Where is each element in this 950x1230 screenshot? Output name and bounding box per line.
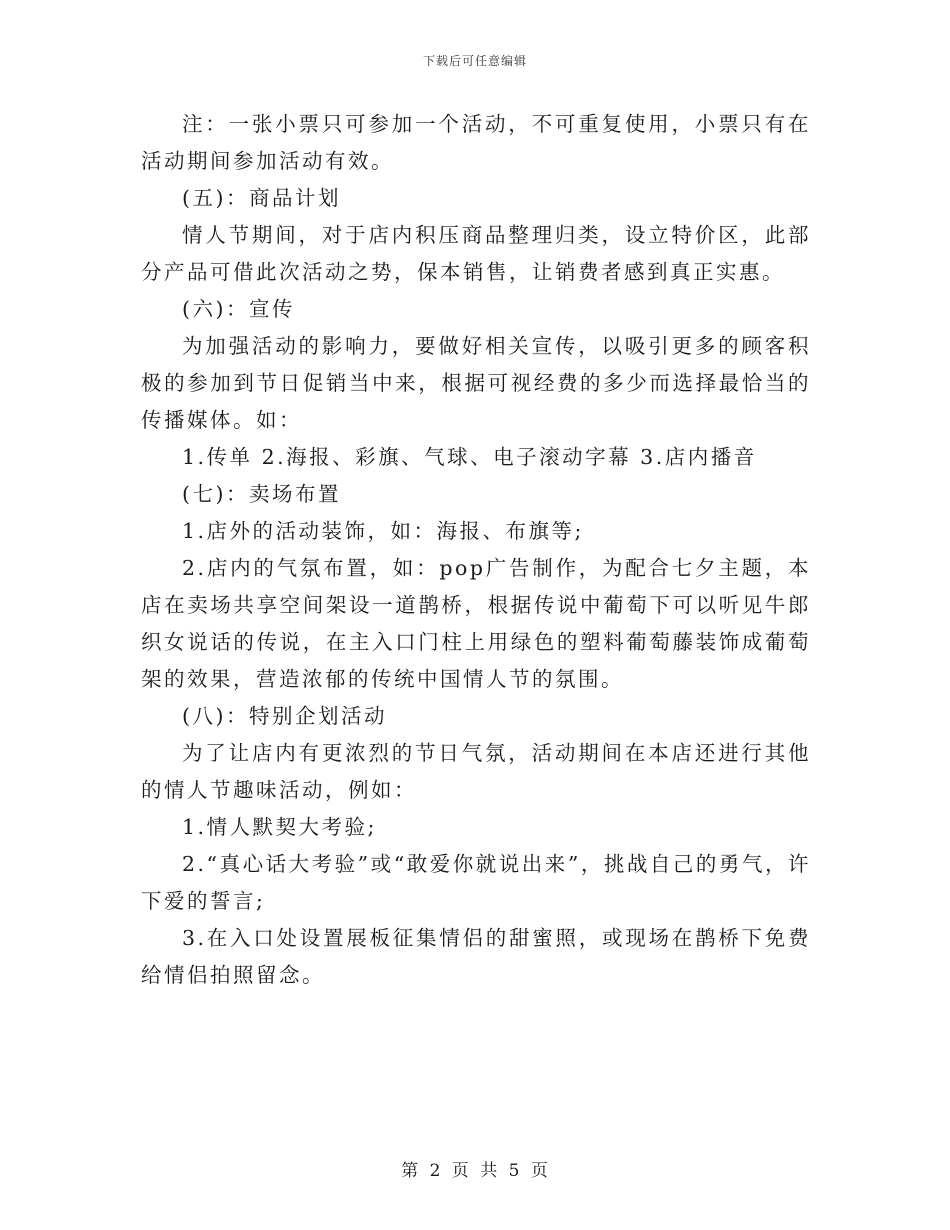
paragraph-note: 注：一张小票只可参加一个活动，不可重复使用，小票只有在活动期间参加活动有效。 xyxy=(141,112,811,173)
paragraph-indoor-decor: 2.店内的气氛布置，如：pop广告制作，为配合七夕主题，本店在卖场共享空间架设一道鹊桥，根据传说中葡萄下可以听见牛郎织女说话的传说，在主入口门柱上用绿色的塑料葡萄藤装饰成葡萄架的效果，营造浓郁的传统中国情人节的氛围。 xyxy=(141,556,811,691)
section-heading-5: (五)：商品计划 xyxy=(182,186,341,210)
paragraph-promotion: 为加强活动的影响力，要做好相关宣传，以吸引更多的顾客积极的参加到节日促销当中来，根据可视经费的多少而选择最恰当的传播媒体。如： xyxy=(141,334,811,432)
list-item-3: 3.在入口处设置展板征集情侣的甜蜜照，或现场在鹊桥下免费给情侣拍照留念。 xyxy=(141,926,811,987)
paragraph-special-events: 为了让店内有更浓烈的节日气氛，活动期间在本店还进行其他的情人节趣味活动，例如： xyxy=(141,741,811,802)
paragraph-goods-plan: 情人节期间，对于店内积压商品整理归类，设立特价区，此部分产品可借此次活动之势，保本销售，让销费者感到真正实惠。 xyxy=(141,223,811,284)
section-heading-6: (六)：宣传 xyxy=(182,297,295,321)
section-heading-7: (七)：卖场布置 xyxy=(182,482,341,506)
paragraph-media-list: 1.传单 2.海报、彩旗、气球、电子滚动字幕 3.店内播音 xyxy=(182,445,757,469)
document-body xyxy=(141,106,811,994)
list-item-1: 1.情人默契大考验; xyxy=(182,815,377,839)
page-header: 下载后可任意编辑 xyxy=(422,54,527,68)
paragraph-outdoor-decor: 1.店外的活动装饰，如：海报、布旗等; xyxy=(182,519,584,543)
section-heading-8: (八)：特别企划活动 xyxy=(182,704,387,728)
page-number: 第 2 页 共 5 页 xyxy=(401,1161,549,1181)
list-item-2: 2.“真心话大考验”或“敢爱你就说出来”，挑战自己的勇气，许下爱的誓言; xyxy=(141,852,811,913)
